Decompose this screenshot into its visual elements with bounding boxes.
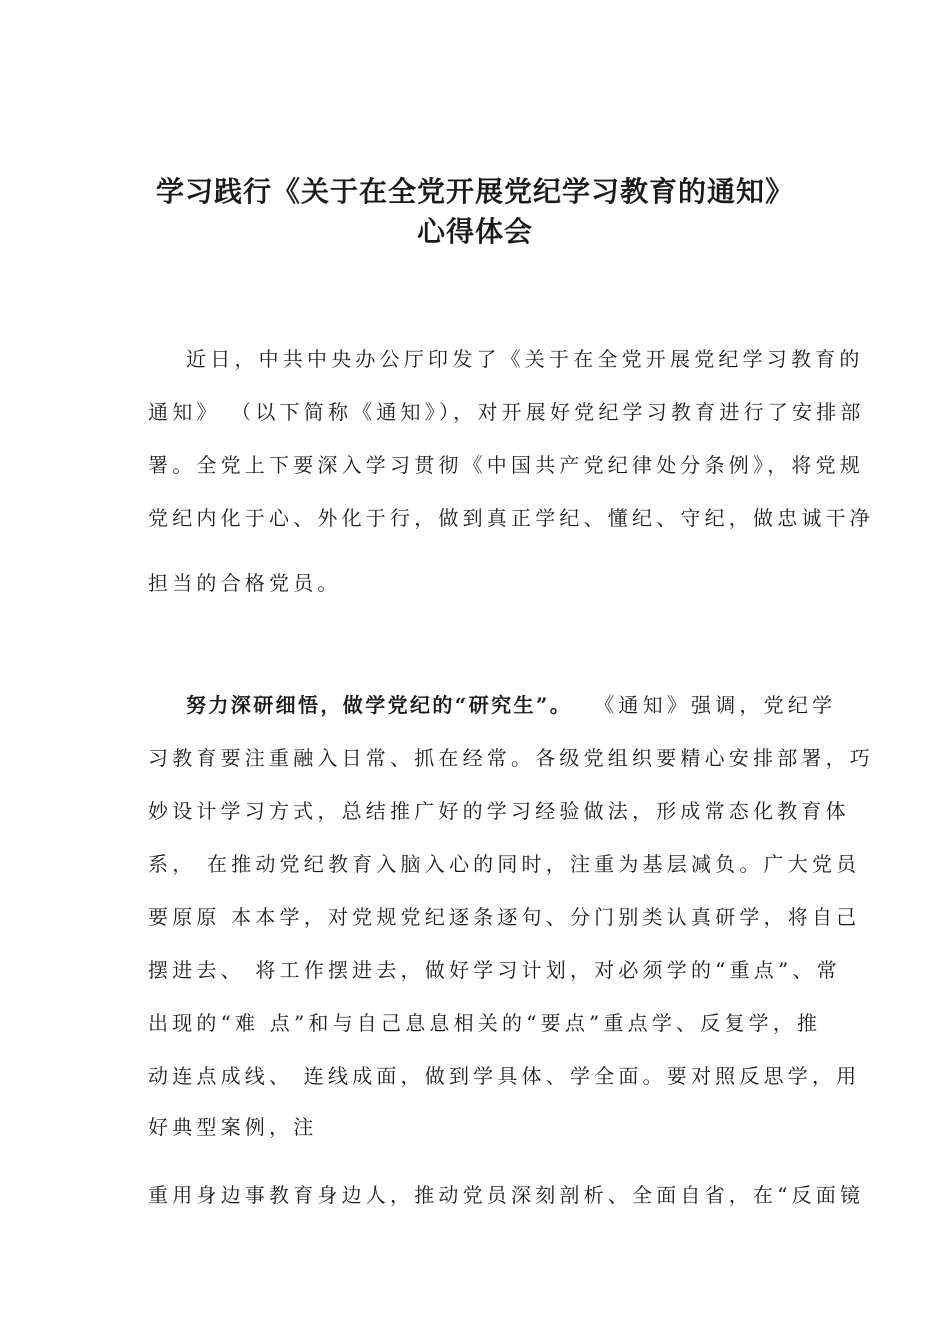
paragraph1-line: 署。全党上下要深入学习贯彻《中国共产党纪律处分条例》，将党规 bbox=[148, 453, 864, 477]
paragraph1-line: 党纪内化于心、外化于行，做到真正学纪、懂纪、守纪，做忠诚干净 bbox=[148, 506, 874, 530]
paragraph2-line: 好典型案例，注 bbox=[148, 1115, 318, 1139]
paragraph2-line: 重用身边事教育身边人，推动党员深刻剖析、全面自省，在“反面镜 bbox=[148, 1183, 865, 1207]
paragraph1-line: 近日，中共中央办公厅印发了《关于在全党开展党纪学习教育的 bbox=[186, 347, 864, 371]
paragraph2-line: 妙设计学习方式，总结推广好的学习经验做法，形成常态化教育体 bbox=[148, 799, 850, 823]
paragraph2-line: 动连点成线、 连线成面，做到学具体、学全面。要对照反思学，用 bbox=[148, 1064, 861, 1088]
paragraph2-first-line bbox=[186, 691, 836, 719]
paragraph2-line: 摆进去、 将工作摆进去，做好学习计划，对必须学的“重点”、常 bbox=[148, 958, 841, 982]
document-title-line1: 学习践行《关于在全党开展党纪学习教育的通知》 bbox=[155, 175, 794, 208]
document-title-line2: 心得体会 bbox=[416, 215, 533, 248]
paragraph2-line: 系， 在推动党纪教育入脑入心的同时，注重为基层减负。广大党员 bbox=[148, 852, 861, 876]
paragraph2-line: 出现的“难 点”和与自己息息相关的“要点”重点学、反复学，推 bbox=[148, 1011, 822, 1035]
paragraph1-line: 担当的合格党员。 bbox=[148, 571, 342, 595]
paragraph2-line: 习教育要注重融入日常、抓在经常。各级党组织要精心安排部署，巧 bbox=[148, 746, 874, 770]
paragraph2-heading: 努力深研细悟，做学党纪的“研究生”。 bbox=[186, 693, 573, 717]
paragraph2-first-line-rest: 《通知》强调，党纪学 bbox=[594, 693, 837, 717]
paragraph2-line: 要原原 本本学，对党规党纪逐条逐句、分门别类认真研学，将自己 bbox=[148, 905, 861, 929]
paragraph1-line: 通知》 （以下简称《通知》），对开展好党纪学习教育进行了安排部 bbox=[148, 400, 865, 424]
